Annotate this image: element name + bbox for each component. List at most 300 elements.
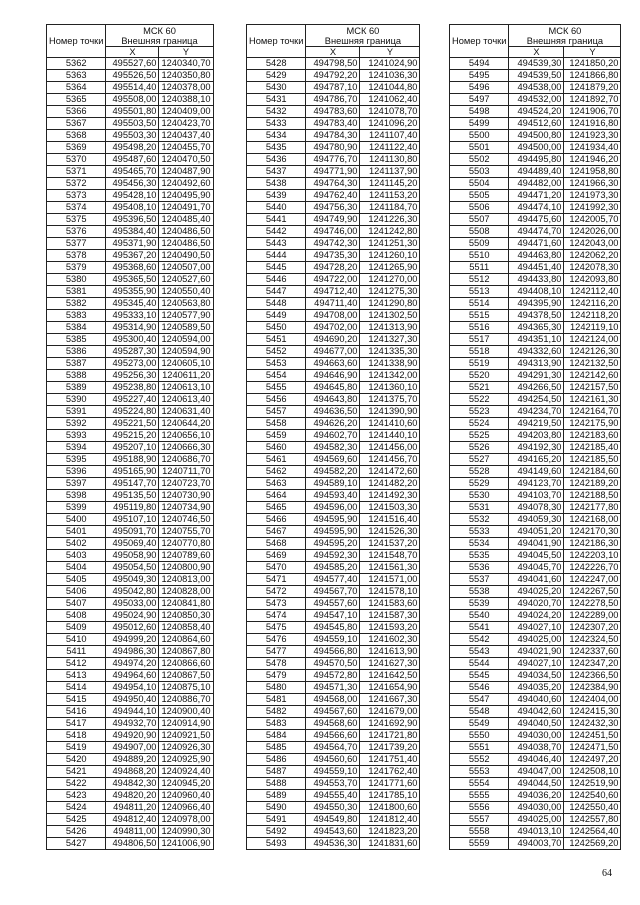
point-number: 5367 — [47, 118, 106, 130]
table-row — [450, 346, 621, 358]
y-value: 1241923,30 — [564, 130, 621, 142]
point-number: 5404 — [47, 562, 106, 574]
table-row — [47, 406, 214, 418]
x-value: 494735,30 — [306, 250, 360, 262]
x-value: 494712,40 — [306, 286, 360, 298]
x-value: 495024,90 — [106, 610, 159, 622]
table-row — [47, 802, 214, 814]
y-value: 1240864,60 — [159, 634, 213, 646]
x-value: 494702,00 — [306, 322, 360, 334]
point-number: 5510 — [450, 250, 509, 262]
table-row — [247, 430, 420, 442]
point-number: 5543 — [450, 646, 509, 658]
x-value: 494332,60 — [509, 346, 564, 358]
table-row — [450, 70, 621, 82]
point-number: 5559 — [450, 838, 509, 850]
table-row — [47, 142, 214, 154]
table-row — [47, 70, 214, 82]
table-row — [47, 274, 214, 286]
point-number: 5488 — [247, 778, 306, 790]
x-value: 494078,30 — [509, 502, 564, 514]
x-value: 494550,30 — [306, 802, 360, 814]
y-value: 1240886,70 — [159, 694, 213, 706]
x-value: 495049,30 — [106, 574, 159, 586]
y-value: 1241006,90 — [159, 838, 213, 850]
table-row — [47, 514, 214, 526]
x-value: 494034,50 — [509, 670, 564, 682]
point-number: 5528 — [450, 466, 509, 478]
x-value: 494690,20 — [306, 334, 360, 346]
system-header: МСК 60 Внешняя граница — [106, 25, 213, 47]
x-value: 494025,00 — [509, 634, 564, 646]
table-row — [47, 202, 214, 214]
x-value: 494536,30 — [306, 838, 360, 850]
table-row — [247, 634, 420, 646]
x-value: 494539,30 — [509, 58, 564, 70]
point-number: 5457 — [247, 406, 306, 418]
x-value: 494569,60 — [306, 454, 360, 466]
x-value: 494378,50 — [509, 310, 564, 322]
y-value: 1241335,30 — [360, 346, 420, 358]
x-value: 495384,40 — [106, 226, 159, 238]
x-value: 495501,80 — [106, 106, 159, 118]
y-value: 1241831,60 — [360, 838, 420, 850]
point-number: 5385 — [47, 334, 106, 346]
y-value: 1241587,30 — [360, 610, 420, 622]
table-row — [247, 262, 420, 274]
point-number: 5377 — [47, 238, 106, 250]
coordinates-table-3 — [449, 24, 621, 850]
y-value: 1241850,20 — [564, 58, 621, 70]
point-number: 5422 — [47, 778, 106, 790]
point-number: 5475 — [247, 622, 306, 634]
table-row — [47, 730, 214, 742]
table-row — [450, 502, 621, 514]
x-value: 494021,90 — [509, 646, 564, 658]
point-number: 5502 — [450, 154, 509, 166]
point-number: 5522 — [450, 394, 509, 406]
y-value: 1240656,10 — [159, 430, 213, 442]
x-value: 494559,10 — [306, 766, 360, 778]
table-row — [47, 670, 214, 682]
point-number: 5454 — [247, 370, 306, 382]
x-value: 494042,60 — [509, 706, 564, 718]
x-value: 494543,60 — [306, 826, 360, 838]
y-header: Y — [360, 47, 420, 58]
table-row — [47, 706, 214, 718]
table-row — [247, 166, 420, 178]
point-number: 5473 — [247, 598, 306, 610]
point-number: 5504 — [450, 178, 509, 190]
table-row — [47, 322, 214, 334]
y-value: 1240594,90 — [159, 346, 213, 358]
x-value: 495287,30 — [106, 346, 159, 358]
table-row — [47, 238, 214, 250]
x-value: 494762,40 — [306, 190, 360, 202]
y-value: 1241679,00 — [360, 706, 420, 718]
x-value: 494728,20 — [306, 262, 360, 274]
table-row — [247, 502, 420, 514]
point-number: 5378 — [47, 250, 106, 262]
x-value: 494123,70 — [509, 478, 564, 490]
table-row — [450, 754, 621, 766]
y-value: 1240730,90 — [159, 490, 213, 502]
point-number: 5551 — [450, 742, 509, 754]
table-row — [247, 742, 420, 754]
x-value: 494776,70 — [306, 154, 360, 166]
table-row — [47, 526, 214, 538]
point-number: 5538 — [450, 586, 509, 598]
y-value: 1241313,90 — [360, 322, 420, 334]
y-value: 1240800,90 — [159, 562, 213, 574]
table-row — [247, 442, 420, 454]
x-value: 494553,70 — [306, 778, 360, 790]
x-value: 494636,50 — [306, 406, 360, 418]
point-number: 5425 — [47, 814, 106, 826]
point-number: 5450 — [247, 322, 306, 334]
x-value: 495396,50 — [106, 214, 159, 226]
y-value: 1240723,70 — [159, 478, 213, 490]
point-number: 5438 — [247, 178, 306, 190]
table-row — [247, 106, 420, 118]
table-row — [450, 706, 621, 718]
point-number: 5368 — [47, 130, 106, 142]
y-value: 1241762,40 — [360, 766, 420, 778]
table-row — [450, 310, 621, 322]
y-value: 1241290,80 — [360, 298, 420, 310]
table-row — [450, 166, 621, 178]
point-number: 5413 — [47, 670, 106, 682]
y-value: 1240900,40 — [159, 706, 213, 718]
table-row — [247, 730, 420, 742]
x-value: 494792,20 — [306, 70, 360, 82]
y-value: 1241526,30 — [360, 526, 420, 538]
table-row — [450, 382, 621, 394]
point-number: 5520 — [450, 370, 509, 382]
point-number: 5379 — [47, 262, 106, 274]
point-number: 5364 — [47, 82, 106, 94]
x-value: 494722,00 — [306, 274, 360, 286]
y-value: 1242185,40 — [564, 442, 621, 454]
y-value: 1242267,50 — [564, 586, 621, 598]
table-row — [247, 778, 420, 790]
y-value: 1242112,40 — [564, 286, 621, 298]
point-number: 5496 — [450, 82, 509, 94]
point-number: 5419 — [47, 742, 106, 754]
table-row — [47, 754, 214, 766]
y-value: 1242404,00 — [564, 694, 621, 706]
x-value: 494920,90 — [106, 730, 159, 742]
x-value: 494820,20 — [106, 790, 159, 802]
point-number: 5448 — [247, 298, 306, 310]
table-row — [247, 322, 420, 334]
point-number: 5371 — [47, 166, 106, 178]
y-value: 1242116,20 — [564, 298, 621, 310]
point-number: 5441 — [247, 214, 306, 226]
y-value: 1241410,60 — [360, 418, 420, 430]
table-row — [450, 358, 621, 370]
y-value: 1240388,10 — [159, 94, 213, 106]
y-value: 1241122,40 — [360, 142, 420, 154]
table-row — [450, 466, 621, 478]
table-row — [450, 682, 621, 694]
x-value: 494040,50 — [509, 718, 564, 730]
x-value: 494749,90 — [306, 214, 360, 226]
x-value: 494266,50 — [509, 382, 564, 394]
point-number: 5412 — [47, 658, 106, 670]
y-value: 1240711,70 — [159, 466, 213, 478]
table-row — [247, 394, 420, 406]
table-row — [450, 82, 621, 94]
table-row — [247, 586, 420, 598]
point-number: 5459 — [247, 430, 306, 442]
table-row — [247, 670, 420, 682]
x-value: 494463,80 — [509, 250, 564, 262]
table-row — [47, 94, 214, 106]
table-row — [47, 214, 214, 226]
x-value: 495188,90 — [106, 454, 159, 466]
x-value: 494020,70 — [509, 598, 564, 610]
y-value: 1241537,20 — [360, 538, 420, 550]
x-value: 494764,30 — [306, 178, 360, 190]
point-number: 5544 — [450, 658, 509, 670]
x-value: 495345,40 — [106, 298, 159, 310]
y-value: 1242384,90 — [564, 682, 621, 694]
y-value: 1241036,30 — [360, 70, 420, 82]
table-row — [47, 538, 214, 550]
y-value: 1241654,90 — [360, 682, 420, 694]
x-value: 494351,10 — [509, 334, 564, 346]
y-value: 1240686,70 — [159, 454, 213, 466]
table-row — [450, 550, 621, 562]
y-value: 1241024,90 — [360, 58, 420, 70]
table-row — [450, 586, 621, 598]
point-number: 5474 — [247, 610, 306, 622]
table-row — [450, 478, 621, 490]
table-row — [47, 790, 214, 802]
y-value: 1241692,90 — [360, 718, 420, 730]
x-value: 494986,30 — [106, 646, 159, 658]
table-row — [47, 370, 214, 382]
y-value: 1240850,30 — [159, 610, 213, 622]
y-value: 1241934,40 — [564, 142, 621, 154]
table-row — [450, 490, 621, 502]
point-number: 5373 — [47, 190, 106, 202]
table-row — [450, 298, 621, 310]
point-number: 5478 — [247, 658, 306, 670]
y-value: 1240423,70 — [159, 118, 213, 130]
point-number: 5521 — [450, 382, 509, 394]
y-value: 1242132,50 — [564, 358, 621, 370]
point-number: 5399 — [47, 502, 106, 514]
table-row — [247, 382, 420, 394]
table-row — [247, 190, 420, 202]
y-value: 1241107,40 — [360, 130, 420, 142]
x-value: 494560,60 — [306, 754, 360, 766]
y-value: 1242177,80 — [564, 502, 621, 514]
point-number: 5477 — [247, 646, 306, 658]
x-value: 494784,30 — [306, 130, 360, 142]
x-value: 495147,70 — [106, 478, 159, 490]
table-row — [247, 346, 420, 358]
x-value: 494500,00 — [509, 142, 564, 154]
y-value: 1241044,80 — [360, 82, 420, 94]
table-row — [47, 250, 214, 262]
table-row — [47, 742, 214, 754]
point-number: 5526 — [450, 442, 509, 454]
table-row — [450, 514, 621, 526]
table-row — [450, 838, 621, 850]
point-number: 5389 — [47, 382, 106, 394]
x-value: 494746,00 — [306, 226, 360, 238]
y-value: 1241440,10 — [360, 430, 420, 442]
y-value: 1242497,20 — [564, 754, 621, 766]
point-number: 5546 — [450, 682, 509, 694]
table-row — [247, 562, 420, 574]
table-row — [450, 118, 621, 130]
x-value: 494602,70 — [306, 430, 360, 442]
x-value: 495119,80 — [106, 502, 159, 514]
y-value: 1241561,30 — [360, 562, 420, 574]
table-row — [47, 658, 214, 670]
y-value: 1240945,20 — [159, 778, 213, 790]
point-number: 5537 — [450, 574, 509, 586]
x-value: 494811,00 — [106, 826, 159, 838]
x-value: 495033,00 — [106, 598, 159, 610]
x-value: 494568,60 — [306, 718, 360, 730]
table-row — [47, 454, 214, 466]
table-row — [450, 58, 621, 70]
table-row — [47, 190, 214, 202]
y-value: 1241583,60 — [360, 598, 420, 610]
point-number: 5407 — [47, 598, 106, 610]
point-number: 5421 — [47, 766, 106, 778]
table-row — [247, 682, 420, 694]
y-value: 1240978,00 — [159, 814, 213, 826]
point-number: 5512 — [450, 274, 509, 286]
x-value: 495368,60 — [106, 262, 159, 274]
y-value: 1242337,60 — [564, 646, 621, 658]
y-value: 1242157,50 — [564, 382, 621, 394]
point-number: 5531 — [450, 502, 509, 514]
table-row — [450, 442, 621, 454]
y-value: 1242185,50 — [564, 454, 621, 466]
x-value: 494567,60 — [306, 706, 360, 718]
table-row — [47, 418, 214, 430]
table-row — [247, 694, 420, 706]
x-value: 494030,00 — [509, 802, 564, 814]
x-value: 494313,90 — [509, 358, 564, 370]
table-row — [450, 322, 621, 334]
x-value: 494203,80 — [509, 430, 564, 442]
x-value: 495367,20 — [106, 250, 159, 262]
x-value: 494708,00 — [306, 310, 360, 322]
y-value: 1242188,50 — [564, 490, 621, 502]
table-row — [247, 754, 420, 766]
x-value: 494538,00 — [509, 82, 564, 94]
table-row — [247, 82, 420, 94]
y-value: 1242189,20 — [564, 478, 621, 490]
y-value: 1240350,80 — [159, 70, 213, 82]
x-value: 494041,90 — [509, 538, 564, 550]
point-number: 5506 — [450, 202, 509, 214]
y-value: 1240666,30 — [159, 442, 213, 454]
y-value: 1240858,40 — [159, 622, 213, 634]
x-value: 495514,40 — [106, 82, 159, 94]
y-value: 1240577,90 — [159, 310, 213, 322]
point-number: 5429 — [247, 70, 306, 82]
y-value: 1240926,30 — [159, 742, 213, 754]
table-row — [450, 598, 621, 610]
y-value: 1241823,20 — [360, 826, 420, 838]
table-row — [47, 286, 214, 298]
point-number: 5468 — [247, 538, 306, 550]
table-row — [450, 274, 621, 286]
y-value: 1241153,20 — [360, 190, 420, 202]
table-row — [247, 250, 420, 262]
point-number: 5406 — [47, 586, 106, 598]
y-value: 1241327,30 — [360, 334, 420, 346]
table-row — [47, 166, 214, 178]
y-value: 1240491,70 — [159, 202, 213, 214]
table-row — [450, 826, 621, 838]
y-value: 1240486,50 — [159, 226, 213, 238]
x-value: 494559,10 — [306, 634, 360, 646]
point-number: 5456 — [247, 394, 306, 406]
x-value: 494045,70 — [509, 562, 564, 574]
x-value: 494482,00 — [509, 178, 564, 190]
y-value: 1240770,80 — [159, 538, 213, 550]
x-value: 494045,50 — [509, 550, 564, 562]
table-row — [247, 154, 420, 166]
table-row — [450, 634, 621, 646]
x-value: 494474,10 — [509, 202, 564, 214]
y-value: 1241958,80 — [564, 166, 621, 178]
y-value: 1241946,20 — [564, 154, 621, 166]
x-value: 494234,70 — [509, 406, 564, 418]
point-number: 5536 — [450, 562, 509, 574]
x-value: 494512,60 — [509, 118, 564, 130]
point-number: 5397 — [47, 478, 106, 490]
point-number: 5515 — [450, 310, 509, 322]
y-value: 1241992,30 — [564, 202, 621, 214]
x-value: 494595,90 — [306, 514, 360, 526]
table-row — [247, 514, 420, 526]
table-row — [247, 814, 420, 826]
table-row — [450, 562, 621, 574]
point-number: 5434 — [247, 130, 306, 142]
point-number: 5396 — [47, 466, 106, 478]
table-row — [450, 790, 621, 802]
table-row — [450, 622, 621, 634]
point-number: 5451 — [247, 334, 306, 346]
y-value: 1240925,90 — [159, 754, 213, 766]
point-number: 5501 — [450, 142, 509, 154]
y-value: 1240605,10 — [159, 358, 213, 370]
point-number: 5492 — [247, 826, 306, 838]
table-row — [450, 430, 621, 442]
x-value: 495042,80 — [106, 586, 159, 598]
point-number: 5375 — [47, 214, 106, 226]
x-value: 495508,00 — [106, 94, 159, 106]
y-value: 1240813,00 — [159, 574, 213, 586]
y-value: 1242062,20 — [564, 250, 621, 262]
x-value: 494549,80 — [306, 814, 360, 826]
table-row — [450, 658, 621, 670]
y-value: 1240507,00 — [159, 262, 213, 274]
point-number: 5430 — [247, 82, 306, 94]
x-value: 494532,00 — [509, 94, 564, 106]
